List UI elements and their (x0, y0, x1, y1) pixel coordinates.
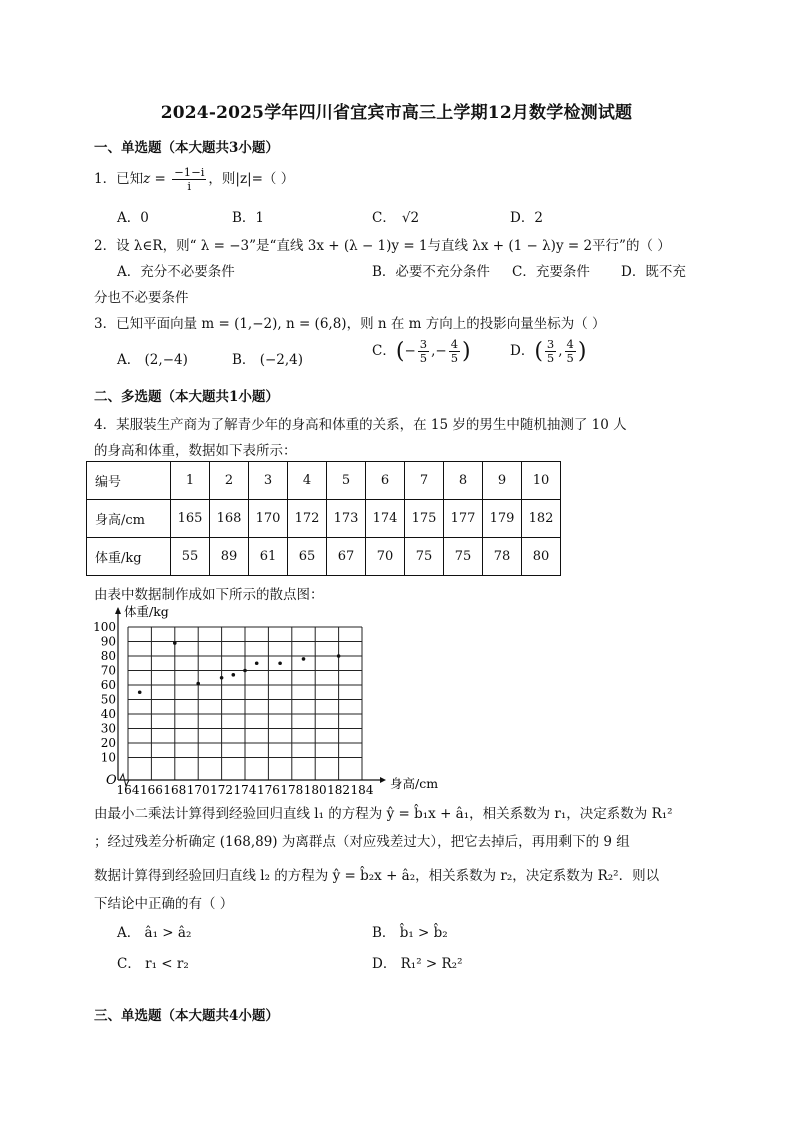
section-heading-1: 一、单选题（本大题共3小题） (94, 140, 279, 156)
q3-c-n1: 3 (419, 337, 428, 351)
table-cell: 67 (327, 538, 366, 576)
q4-paragraph-4: 下结论中正确的有（ ） (94, 896, 234, 912)
q3-option-a: A． (2,−4) (117, 352, 188, 368)
table-cell: 168 (210, 500, 249, 538)
q3-d-d1: 5 (546, 351, 555, 365)
table-cell: 175 (405, 500, 444, 538)
y-tick-label: 70 (100, 663, 116, 678)
q2-option-c: C．充要条件 (512, 264, 590, 280)
y-tick-label: 80 (100, 649, 116, 663)
scatter-point (232, 673, 236, 677)
y-tick-label: 10 (100, 750, 116, 765)
scatter-point (278, 661, 282, 665)
table-cell: 55 (171, 538, 210, 576)
x-axis-arrow (380, 777, 386, 783)
q4-option-c: C． r₁ < r₂ (117, 956, 189, 972)
question-4-line-2: 的身高和体重，数据如下表所示： (94, 443, 297, 459)
x-tick-label: 166 (139, 783, 163, 797)
section-heading-3: 三、单选题（本大题共4小题） (94, 1008, 279, 1024)
x-tick-label: 174 (233, 783, 257, 797)
q4-paragraph-3: 数据计算得到经验回归直线 l₂ 的方程为 ŷ = b̂₂x + â₂，相关系数为 r₂，决定系数为 R₂²．则以 (94, 868, 660, 884)
y-tick-label: 60 (100, 678, 116, 692)
scatter-point (255, 661, 259, 665)
q1-eq: = (150, 171, 171, 187)
q1-c-value: √2 (401, 210, 420, 226)
q1-option-a: A．0 (117, 210, 149, 226)
question-4-line-1: 4．某服装生产商为了解青少年的身高和体重的关系，在 15 岁的男生中随机抽测了 10 人 (94, 417, 627, 433)
table-cell: 172 (288, 500, 327, 538)
q1-fraction (172, 166, 206, 193)
q3-c-n2: 4 (450, 337, 459, 351)
q1-option-c (372, 206, 419, 226)
x-tick-label: 176 (256, 783, 280, 797)
q3-d-n1: 3 (546, 337, 555, 351)
scatter-point (173, 641, 177, 645)
table-cell: 8 (444, 462, 483, 500)
table-cell: 2 (210, 462, 249, 500)
table-cell: 177 (444, 500, 483, 538)
chart-ticks (93, 620, 374, 797)
table-cell: 6 (366, 462, 405, 500)
section-heading-2: 二、多选题（本大题共1小题） (94, 389, 279, 405)
table-cell: 65 (288, 538, 327, 576)
q1-c-prefix: C． (372, 210, 396, 226)
table-cell: 7 (405, 462, 444, 500)
q3-d-d2: 5 (566, 351, 574, 365)
x-tick-label: 178 (280, 783, 304, 797)
q3-d-n2: 4 (566, 337, 574, 351)
q1-frac-top: −1−i (174, 165, 205, 179)
scatter-intro: 由表中数据制作成如下所示的散点图： (94, 587, 324, 603)
table-row-label: 身高/cm (87, 500, 171, 538)
table-cell: 75 (405, 538, 444, 576)
q3-c-frac2 (449, 338, 460, 365)
scatter-point (243, 669, 247, 673)
chart-grid (128, 627, 362, 780)
page-title: 2024-2025学年四川省宜宾市高三上学期12月数学检测试题 (160, 103, 633, 123)
question-1 (94, 166, 294, 193)
origin-label: O (106, 773, 117, 788)
q4-option-d: D． R₁² > R₂² (372, 956, 463, 972)
q3-c-d2: 5 (450, 351, 459, 365)
scatter-point (220, 676, 224, 680)
q3-option-d: D．( $\frac{3}{5}$ , $\frac{4}{5}$ ) (510, 337, 587, 365)
scatter-chart (0, 600, 793, 800)
chart-points (138, 641, 341, 694)
scatter-point (138, 690, 142, 694)
table-cell: 1 (171, 462, 210, 500)
y-tick-label: 90 (100, 634, 116, 649)
table-row-label: 体重/kg (87, 538, 171, 576)
x-tick-label: 180 (303, 783, 327, 797)
table-cell: 3 (249, 462, 288, 500)
q2-option-b: B．必要不充分条件 (372, 264, 490, 280)
x-tick-label: 182 (327, 783, 351, 797)
q3-c-d1: 5 (419, 351, 428, 365)
y-tick-label: 100 (93, 620, 116, 634)
q3-option-c: C．(− $\frac{3}{5}$ ,− $\frac{4}{5}$ ) (372, 337, 471, 365)
x-tick-label: 172 (210, 783, 234, 797)
scatter-point (302, 657, 306, 661)
table-cell: 4 (288, 462, 327, 500)
table-cell: 61 (249, 538, 288, 576)
table-row (87, 538, 561, 576)
q3-option-b: B． (−2,4) (232, 352, 304, 368)
q2-option-d-continued: 分也不必要条件 (94, 290, 189, 306)
q4-option-b: B． b̂₁ > b̂₂ (372, 925, 448, 941)
table-row (87, 500, 561, 538)
table-cell: 78 (483, 538, 522, 576)
q1-tail: ，则|z|=（ ） (208, 171, 295, 187)
q4-paragraph-1: 由最小二乘法计算得到经验回归直线 l₁ 的方程为 ŷ = b̂₁x + â₁，相关系数为 r₁，决定系数为 R₁² (94, 806, 673, 822)
q4-option-a: A． â₁ > â₂ (117, 925, 192, 941)
q4-paragraph-2: ；经过残差分析确定 (168,89) 为离群点（对应残差过大），把它去掉后，再用剩下的 9 组 (94, 834, 630, 850)
q3-c-frac1 (418, 338, 429, 365)
table-cell: 173 (327, 500, 366, 538)
q1-option-d: D．2 (510, 210, 543, 226)
x-tick-label: 164 (116, 783, 140, 797)
table-cell: 179 (483, 500, 522, 538)
question-3: 3．已知平面向量 m = (1,−2), n = (6,8)，则 n 在 m 方向上的投影向量坐标为（ ） (94, 316, 606, 332)
q3-d-frac2 (565, 338, 576, 365)
q3-c-prefix: C． (372, 343, 396, 359)
q1-frac-bottom: i (187, 179, 192, 193)
table-cell: 10 (522, 462, 561, 500)
table-cell: 70 (366, 538, 405, 576)
q2-option-d: D．既不充 (621, 264, 686, 280)
y-tick-label: 30 (100, 721, 116, 736)
table-row-label: 编号 (87, 462, 171, 500)
table-cell: 5 (327, 462, 366, 500)
q2-option-a: A．充分不必要条件 (117, 264, 235, 280)
q3-d-frac1 (545, 338, 556, 365)
y-tick-label: 40 (100, 707, 116, 721)
y-tick-label: 20 (100, 736, 116, 750)
table-row (87, 462, 561, 500)
table-cell: 182 (522, 500, 561, 538)
q1-number: 1．已知 (94, 171, 144, 187)
chart-axes (115, 607, 386, 786)
y-tick-label: 50 (100, 692, 116, 707)
table-cell: 9 (483, 462, 522, 500)
table-cell: 174 (366, 500, 405, 538)
x-tick-label: 184 (350, 783, 374, 797)
table-cell: 80 (522, 538, 561, 576)
table-cell: 89 (210, 538, 249, 576)
data-table (86, 461, 561, 576)
question-2: 2．设 λ∈R，则“ λ = −3”是“直线 3x + (λ − 1)y = 1与直线 λx + (1 − λ)y = 2平行”的（ ） (94, 238, 671, 254)
x-tick-label: 170 (186, 783, 210, 797)
q1-option-b: B．1 (232, 210, 265, 226)
y-axis-label: 体重/kg (124, 604, 169, 619)
table-cell: 165 (171, 500, 210, 538)
y-axis-arrow (115, 607, 121, 614)
table-cell: 170 (249, 500, 288, 538)
q1-z: z (143, 171, 151, 187)
x-tick-label: 168 (163, 783, 187, 797)
q3-d-prefix: D． (510, 343, 535, 359)
table-cell: 75 (444, 538, 483, 576)
scatter-point (337, 654, 341, 658)
x-axis-label: 身高/cm (390, 776, 439, 791)
scatter-point (196, 682, 200, 686)
